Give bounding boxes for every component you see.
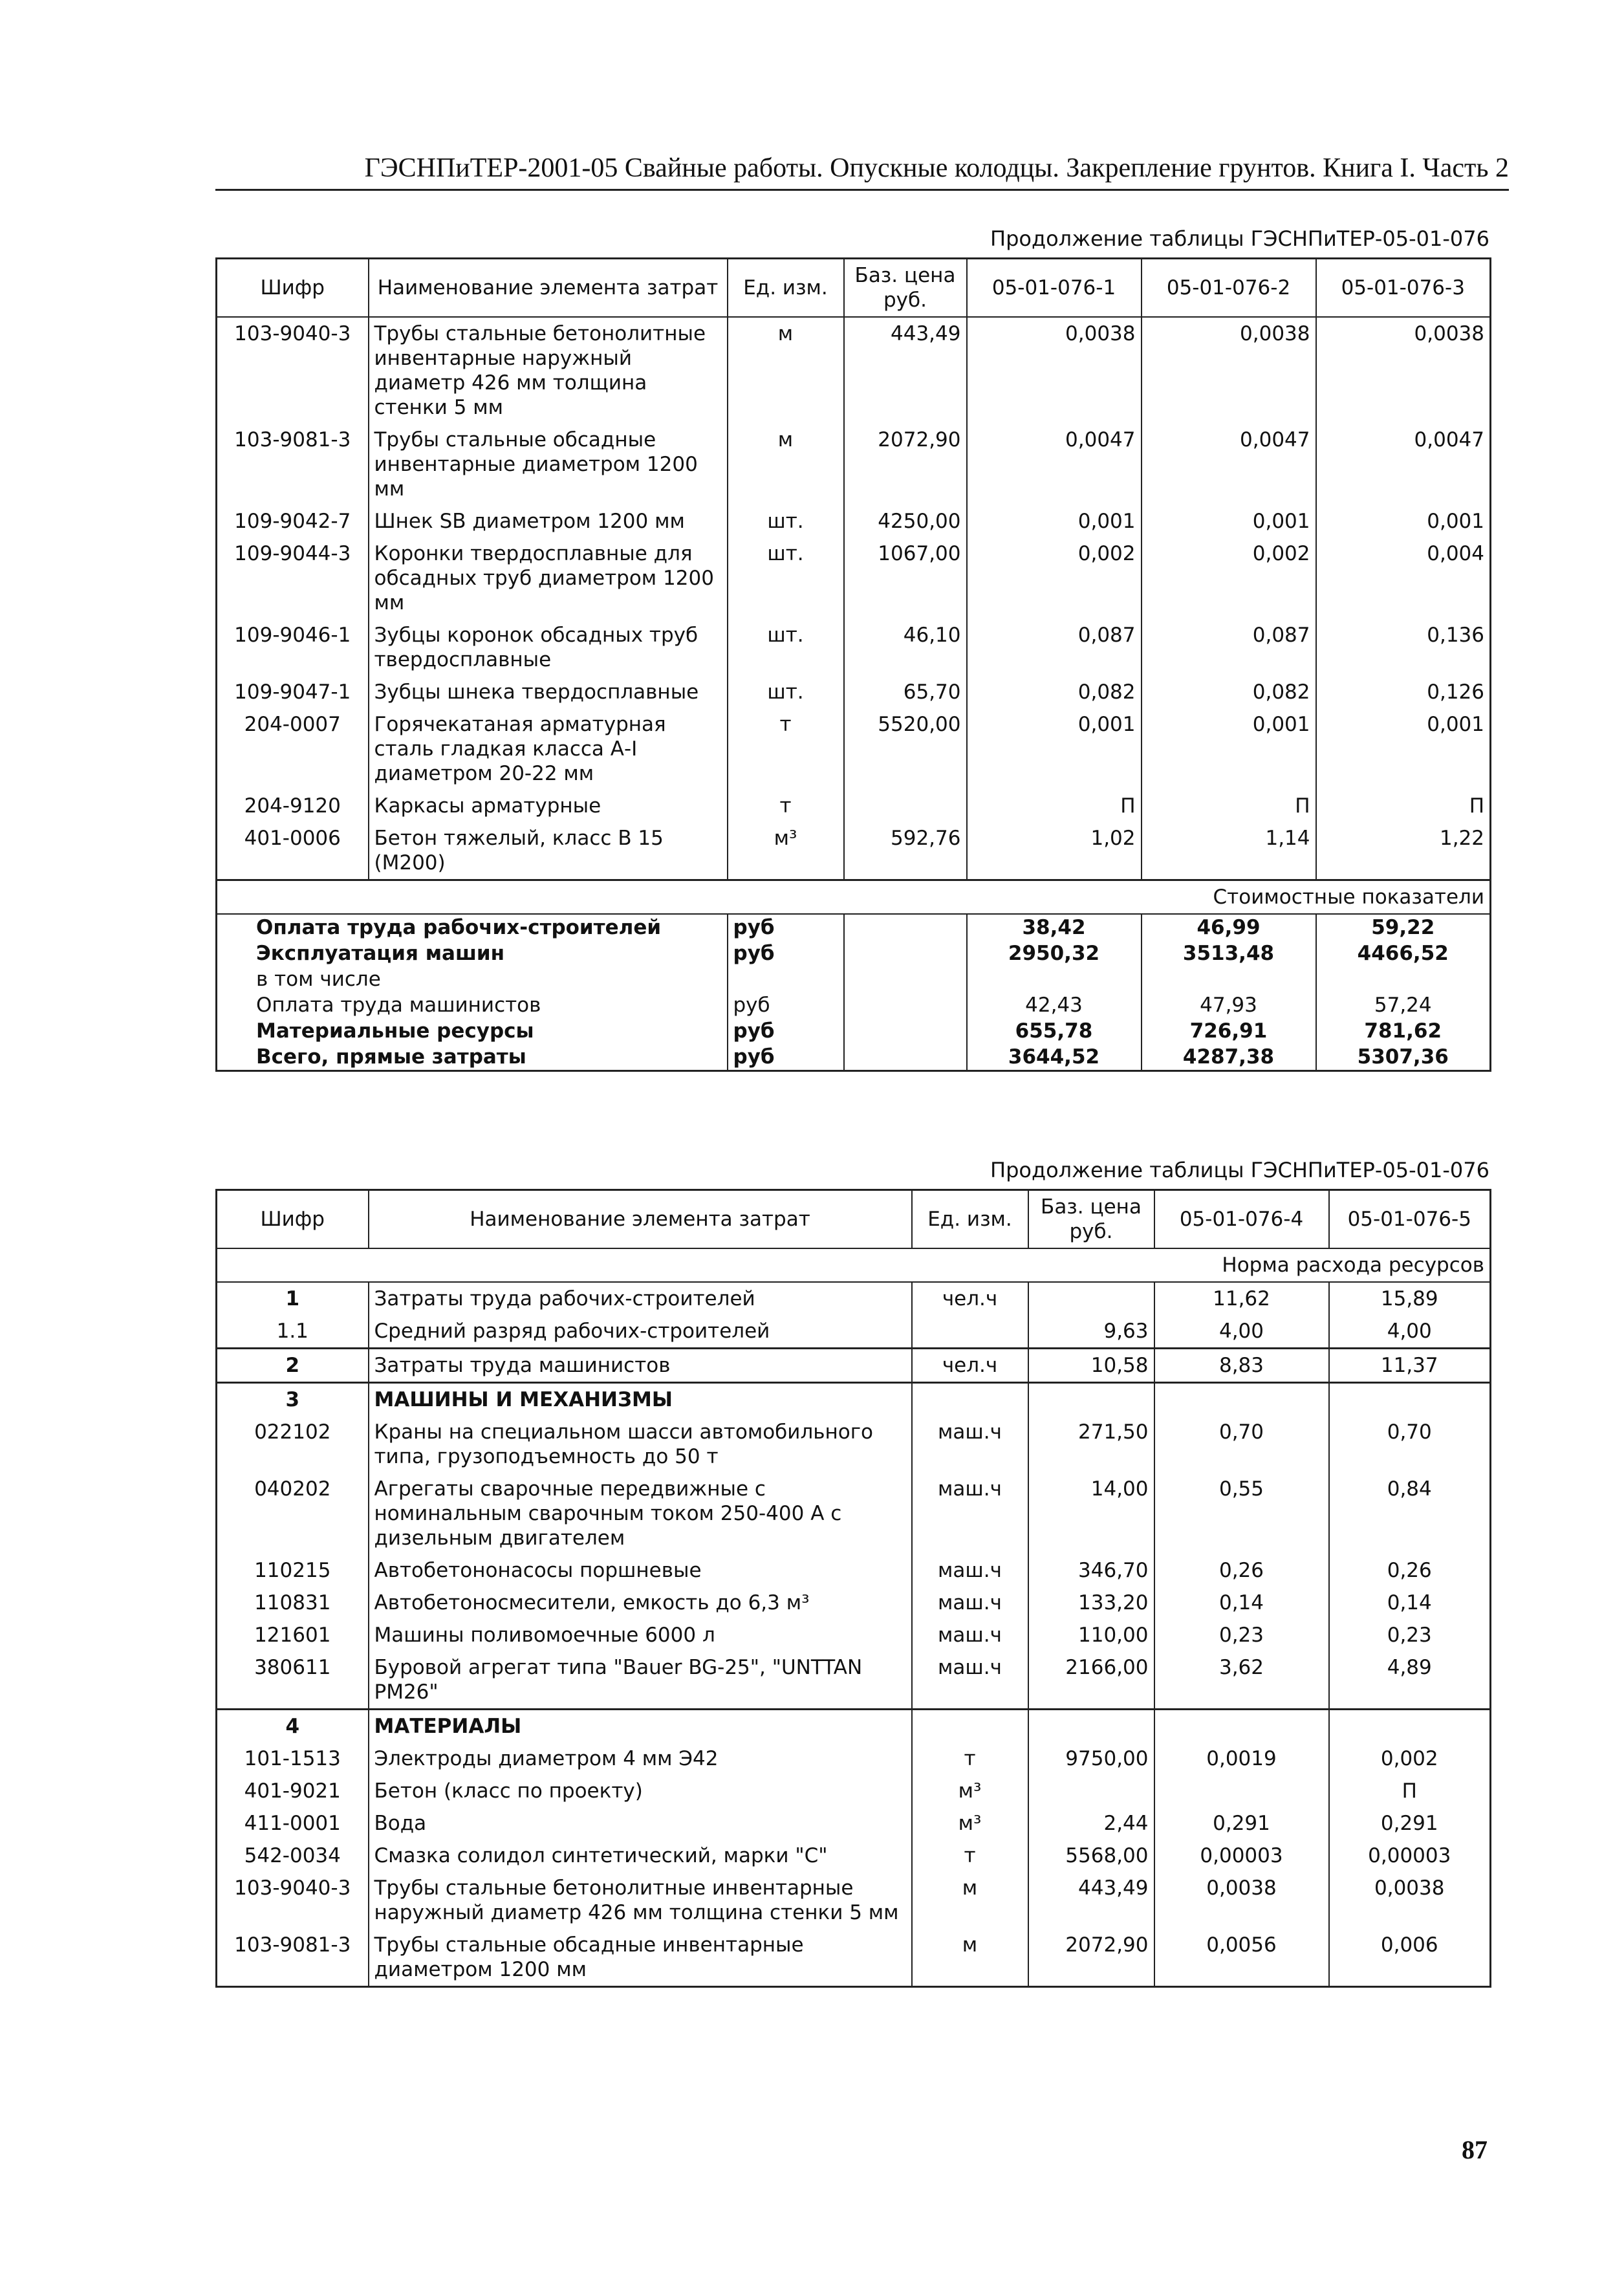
row-name: Коронки твердосплавные для обсадных труб диаметром 1200 мм [369, 538, 728, 619]
cost-name: Оплата труда рабочих-строителей [217, 914, 728, 940]
row-norm-5: 4,89 [1387, 1656, 1432, 1679]
cost-v2: 3513,48 [1142, 940, 1316, 966]
row-norm-4 [1154, 1775, 1329, 1807]
table-row [217, 317, 1491, 424]
row-code: 103-9081-3 [217, 1929, 369, 1987]
page-number: 87 [1462, 2135, 1488, 2164]
row-price: 5520,00 [844, 708, 967, 790]
cost-unit: руб [728, 992, 844, 1018]
row-name: Бетон (класс по проекту) [369, 1775, 912, 1807]
norm-header: Норма расхода ресурсов [217, 1248, 1491, 1282]
table-row [217, 505, 1491, 538]
table-row [217, 1619, 1491, 1651]
table-row [217, 1775, 1491, 1807]
row-norm-2: 0,0047 [1142, 424, 1316, 505]
cost-row [217, 966, 1491, 992]
row-unit: шт. [728, 676, 844, 708]
section-title: МАШИНЫ И МЕХАНИЗМЫ [369, 1383, 912, 1417]
cost-v2: 4287,38 [1142, 1044, 1316, 1071]
row-norm-1: 1,02 [967, 822, 1142, 880]
row-code: 380611 [217, 1651, 369, 1710]
row-name: Шнек SB диаметром 1200 мм [369, 505, 728, 538]
row-unit: т [912, 1840, 1028, 1872]
row-price: 1067,00 [844, 538, 967, 619]
row-norm-3: 1,22 [1439, 827, 1484, 850]
row-price: 443,49 [844, 317, 967, 424]
section-title: МАТЕРИАЛЫ [369, 1710, 912, 1743]
row-norm-3: 0,136 [1427, 624, 1484, 647]
row-price: 346,70 [1028, 1554, 1154, 1587]
cost-unit [728, 966, 844, 992]
cost-unit: руб [728, 914, 844, 940]
row-name: Трубы стальные обсадные инвентарные диаметром 1200 мм [369, 1929, 912, 1987]
cost-row [217, 1018, 1491, 1044]
row-unit: шт. [728, 538, 844, 619]
row-name: Бетон тяжелый, класс В 15 (М200) [369, 822, 728, 880]
col-header-unit: Ед. изм. [912, 1190, 1028, 1249]
cost-v3 [1316, 966, 1491, 992]
row-name: Автобетононасосы поршневые [369, 1554, 912, 1587]
row-price: 14,00 [1028, 1473, 1154, 1554]
table-row [217, 1872, 1491, 1929]
row-name: Электроды диаметром 4 мм Э42 [369, 1743, 912, 1775]
row-unit: м [728, 317, 844, 424]
table-row [217, 790, 1491, 822]
row-price: 2,44 [1028, 1807, 1154, 1840]
row-unit: м³ [728, 822, 844, 880]
row-norm-1: 0,001 [967, 708, 1142, 790]
row-unit: маш.ч [912, 1619, 1028, 1651]
row-name: Каркасы арматурные [369, 790, 728, 822]
row-norm-4 [1154, 1710, 1329, 1743]
row-price: 133,20 [1028, 1587, 1154, 1619]
row-norm-4: 3,62 [1154, 1651, 1329, 1710]
row-norm-4: 0,14 [1154, 1587, 1329, 1619]
row-price [1028, 1383, 1154, 1417]
row-code: 109-9046-1 [217, 619, 369, 676]
table1-header-row [217, 259, 1491, 318]
row-norm-5: П [1402, 1779, 1417, 1803]
cost-v1: 38,42 [967, 914, 1142, 940]
row-unit: т [912, 1743, 1028, 1775]
row-code: 1 [217, 1282, 369, 1315]
cost-v1 [967, 966, 1142, 992]
cost-v3: 781,62 [1364, 1019, 1442, 1043]
table-row [217, 1349, 1491, 1383]
table-row [217, 708, 1491, 790]
row-code: 204-9120 [217, 790, 369, 822]
row-unit: чел.ч [912, 1282, 1028, 1315]
row-price [1028, 1710, 1154, 1743]
row-norm-4: 0,26 [1154, 1554, 1329, 1587]
cost-name: Эксплуатация машин [217, 940, 728, 966]
row-norm-4: 0,55 [1154, 1473, 1329, 1554]
cost-row [217, 1044, 1491, 1071]
row-unit: шт. [728, 505, 844, 538]
table-row [217, 538, 1491, 619]
row-name: Затраты труда машинистов [369, 1349, 912, 1383]
row-price: 592,76 [844, 822, 967, 880]
row-name: Трубы стальные бетонолитные инвентарные наружный диаметр 426 мм толщина стенки 5 мм [369, 317, 728, 424]
table-row [217, 822, 1491, 880]
row-unit: т [728, 708, 844, 790]
row-code: 411-0001 [217, 1807, 369, 1840]
row-price: 2072,90 [844, 424, 967, 505]
row-unit: м³ [912, 1807, 1028, 1840]
row-norm-2: 0,001 [1142, 505, 1316, 538]
cost-v1: 2950,32 [967, 940, 1142, 966]
row-unit: маш.ч [912, 1554, 1028, 1587]
table-row [217, 424, 1491, 505]
col-header-unit: Ед. изм. [728, 259, 844, 318]
table-row [217, 1840, 1491, 1872]
row-norm-4 [1154, 1383, 1329, 1417]
row-code: 401-9021 [217, 1775, 369, 1807]
row-code: 204-0007 [217, 708, 369, 790]
row-code: 109-9042-7 [217, 505, 369, 538]
cost-empty [844, 992, 967, 1018]
table-row [217, 1807, 1491, 1840]
row-code: 103-9081-3 [217, 424, 369, 505]
row-unit: чел.ч [912, 1349, 1028, 1383]
col-header-name: Наименование элемента затрат [369, 259, 728, 318]
cost-name: Материальные ресурсы [217, 1018, 728, 1044]
section-row-materials [217, 1710, 1491, 1743]
col-header-price: Баз. цена руб. [844, 259, 967, 318]
table-row [217, 1416, 1491, 1473]
cost-header-row [217, 880, 1491, 915]
section-code: 4 [217, 1710, 369, 1743]
row-norm-5: 15,89 [1380, 1287, 1438, 1310]
row-norm-4: 0,00003 [1154, 1840, 1329, 1872]
row-norm-1: 0,002 [967, 538, 1142, 619]
row-unit: м [728, 424, 844, 505]
table-row [217, 1929, 1491, 1987]
cost-name: Всего, прямые затраты [217, 1044, 728, 1071]
row-price: 4250,00 [844, 505, 967, 538]
col-header-name: Наименование элемента затрат [369, 1190, 912, 1249]
col-header-price: Баз. цена руб. [1028, 1190, 1154, 1249]
row-norm-2: 0,082 [1142, 676, 1316, 708]
col-header-norm-4: 05-01-076-4 [1154, 1190, 1329, 1249]
row-price: 9750,00 [1028, 1743, 1154, 1775]
row-norm-3: 0,004 [1427, 542, 1484, 565]
row-norm-5: 0,00003 [1368, 1844, 1451, 1867]
table-row [217, 1282, 1491, 1315]
row-norm-2: 0,087 [1142, 619, 1316, 676]
cost-v3: 57,24 [1374, 994, 1432, 1017]
row-name: Трубы стальные бетонолитные инвентарные наружный диаметр 426 мм толщина стенки 5 мм [369, 1872, 912, 1929]
cost-v3: 4466,52 [1357, 942, 1449, 965]
row-code: 1.1 [217, 1315, 369, 1349]
row-unit: м [912, 1872, 1028, 1929]
row-norm-5: 0,291 [1380, 1812, 1438, 1835]
row-code: 121601 [217, 1619, 369, 1651]
row-price: 9,63 [1028, 1315, 1154, 1349]
cost-unit: руб [728, 1018, 844, 1044]
row-name: Агрегаты сварочные передвижные с номинальным сварочным током 250-400 А с дизельным двигателем [369, 1473, 912, 1554]
table-row [217, 1587, 1491, 1619]
table-row [217, 1315, 1491, 1349]
table1-caption: Продолжение таблицы ГЭСНПиТЕР-05-01-076 [990, 226, 1489, 251]
table-row [217, 1554, 1491, 1587]
cost-name: в том числе [217, 966, 728, 992]
row-price: 2072,90 [1028, 1929, 1154, 1987]
row-price [1028, 1775, 1154, 1807]
cost-header: Стоимостные показатели [217, 880, 1491, 915]
row-norm-3: 0,001 [1427, 510, 1484, 533]
page-header: ГЭСНПиТЕР-2001-05 Свайные работы. Опускные колодцы. Закрепление грунтов. Книга I. Часть 2 [215, 147, 1509, 191]
section-row-machines [217, 1383, 1491, 1417]
row-norm-2: 1,14 [1142, 822, 1316, 880]
row-code: 542-0034 [217, 1840, 369, 1872]
row-code: 022102 [217, 1416, 369, 1473]
row-norm-2: 0,0038 [1142, 317, 1316, 424]
cost-name: Оплата труда машинистов [217, 992, 728, 1018]
row-price: 271,50 [1028, 1416, 1154, 1473]
cost-v1: 42,43 [967, 992, 1142, 1018]
table-row [217, 676, 1491, 708]
cost-empty [844, 940, 967, 966]
row-norm-4: 0,70 [1154, 1416, 1329, 1473]
row-norm-5: 0,26 [1387, 1559, 1432, 1582]
row-norm-4: 0,23 [1154, 1619, 1329, 1651]
row-norm-4: 0,291 [1154, 1807, 1329, 1840]
cost-empty [844, 966, 967, 992]
col-header-code: Шифр [217, 259, 369, 318]
row-name: Зубцы коронок обсадных труб твердосплавные [369, 619, 728, 676]
col-header-norm-1: 05-01-076-1 [967, 259, 1142, 318]
row-name: Машины поливомоечные 6000 л [369, 1619, 912, 1651]
row-norm-1: П [967, 790, 1142, 822]
row-norm-5: 4,00 [1387, 1320, 1432, 1343]
row-price: 65,70 [844, 676, 967, 708]
cost-unit: руб [728, 1044, 844, 1071]
row-price: 2166,00 [1028, 1651, 1154, 1710]
row-norm-2: П [1142, 790, 1316, 822]
row-price: 443,49 [1028, 1872, 1154, 1929]
row-price: 110,00 [1028, 1619, 1154, 1651]
row-name: Затраты труда рабочих-строителей [369, 1282, 912, 1315]
cost-empty [844, 914, 967, 940]
row-name: Вода [369, 1807, 912, 1840]
row-unit: маш.ч [912, 1587, 1028, 1619]
row-price: 10,58 [1028, 1349, 1154, 1383]
col-header-norm-3: 05-01-076-3 [1316, 259, 1491, 318]
row-price [844, 790, 967, 822]
row-code: 109-9047-1 [217, 676, 369, 708]
row-norm-2: 0,002 [1142, 538, 1316, 619]
row-price: 5568,00 [1028, 1840, 1154, 1872]
row-norm-5: 0,0038 [1374, 1876, 1445, 1900]
table2-header-row [217, 1190, 1491, 1249]
row-unit: т [728, 790, 844, 822]
row-code: 109-9044-3 [217, 538, 369, 619]
row-norm-5 [1329, 1710, 1491, 1743]
col-header-code: Шифр [217, 1190, 369, 1249]
row-unit: маш.ч [912, 1416, 1028, 1473]
cost-v2: 726,91 [1142, 1018, 1316, 1044]
row-unit [912, 1315, 1028, 1349]
cost-row [217, 992, 1491, 1018]
cost-row [217, 940, 1491, 966]
row-norm-3: П [1469, 794, 1484, 818]
row-code: 101-1513 [217, 1743, 369, 1775]
row-norm-5: 0,002 [1380, 1747, 1438, 1770]
row-norm-5: 0,70 [1387, 1420, 1432, 1444]
col-header-norm-5: 05-01-076-5 [1329, 1190, 1491, 1249]
cost-v2 [1142, 966, 1316, 992]
row-norm-1: 0,082 [967, 676, 1142, 708]
row-norm-4: 0,0038 [1154, 1872, 1329, 1929]
row-norm-1: 0,0038 [967, 317, 1142, 424]
row-price: 46,10 [844, 619, 967, 676]
table-row [217, 1743, 1491, 1775]
row-norm-1: 0,087 [967, 619, 1142, 676]
col-header-norm-2: 05-01-076-2 [1142, 259, 1316, 318]
row-norm-4: 11,62 [1154, 1282, 1329, 1315]
row-norm-4: 4,00 [1154, 1315, 1329, 1349]
cost-empty [844, 1018, 967, 1044]
cost-v2: 46,99 [1142, 914, 1316, 940]
cost-v1: 655,78 [967, 1018, 1142, 1044]
cost-unit: руб [728, 940, 844, 966]
cost-v3: 59,22 [1371, 916, 1435, 939]
norm-header-row [217, 1248, 1491, 1282]
row-norm-2: 0,001 [1142, 708, 1316, 790]
row-norm-3: 0,001 [1427, 713, 1484, 736]
table2-caption: Продолжение таблицы ГЭСНПиТЕР-05-01-076 [990, 1158, 1489, 1182]
cost-empty [844, 1044, 967, 1071]
row-norm-1: 0,001 [967, 505, 1142, 538]
row-code: 103-9040-3 [217, 1872, 369, 1929]
row-price [1028, 1282, 1154, 1315]
row-name: Трубы стальные обсадные инвентарные диаметром 1200 мм [369, 424, 728, 505]
table-row [217, 1473, 1491, 1554]
cost-v3: 5307,36 [1357, 1045, 1449, 1069]
resource-table-2 [215, 1189, 1491, 1988]
row-norm-1: 0,0047 [967, 424, 1142, 505]
row-name: Смазка солидол синтетический, марки "С" [369, 1840, 912, 1872]
row-unit: маш.ч [912, 1473, 1028, 1554]
row-unit: маш.ч [912, 1651, 1028, 1710]
table-row [217, 619, 1491, 676]
row-name: Зубцы шнека твердосплавные [369, 676, 728, 708]
cost-v2: 47,93 [1142, 992, 1316, 1018]
row-norm-5: 0,84 [1387, 1477, 1432, 1501]
resource-table-1 [215, 257, 1491, 1072]
table-row [217, 1651, 1491, 1710]
row-name: Краны на специальном шасси автомобильного типа, грузоподъемность до 50 т [369, 1416, 912, 1473]
row-norm-4: 8,83 [1154, 1349, 1329, 1383]
row-code: 040202 [217, 1473, 369, 1554]
row-unit [912, 1710, 1028, 1743]
row-unit [912, 1383, 1028, 1417]
section-code: 3 [217, 1383, 369, 1417]
row-norm-5: 11,37 [1329, 1349, 1491, 1383]
row-norm-4: 0,0056 [1154, 1929, 1329, 1987]
row-code: 110831 [217, 1587, 369, 1619]
row-unit: м [912, 1929, 1028, 1987]
row-norm-5: 0,14 [1387, 1591, 1432, 1614]
row-name: Автобетоносмесители, емкость до 6,3 м³ [369, 1587, 912, 1619]
row-norm-3: 0,126 [1427, 680, 1484, 704]
row-norm-3: 0,0047 [1414, 428, 1484, 451]
row-code: 401-0006 [217, 822, 369, 880]
row-norm-4: 0,0019 [1154, 1743, 1329, 1775]
row-name: Средний разряд рабочих-строителей [369, 1315, 912, 1349]
row-code: 2 [217, 1349, 369, 1383]
row-norm-5: 0,23 [1387, 1624, 1432, 1647]
row-unit: м³ [912, 1775, 1028, 1807]
row-name: Буровой агрегат типа "Bauer BG-25", "UNTTAN PM26" [369, 1651, 912, 1710]
row-norm-5 [1329, 1383, 1491, 1417]
cost-row [217, 914, 1491, 940]
cost-v1: 3644,52 [967, 1044, 1142, 1071]
row-norm-3: 0,0038 [1414, 322, 1484, 345]
row-name: Горячекатаная арматурная сталь гладкая класса А-I диаметром 20-22 мм [369, 708, 728, 790]
row-code: 110215 [217, 1554, 369, 1587]
row-code: 103-9040-3 [217, 317, 369, 424]
row-unit: шт. [728, 619, 844, 676]
row-norm-5: 0,006 [1380, 1933, 1438, 1957]
